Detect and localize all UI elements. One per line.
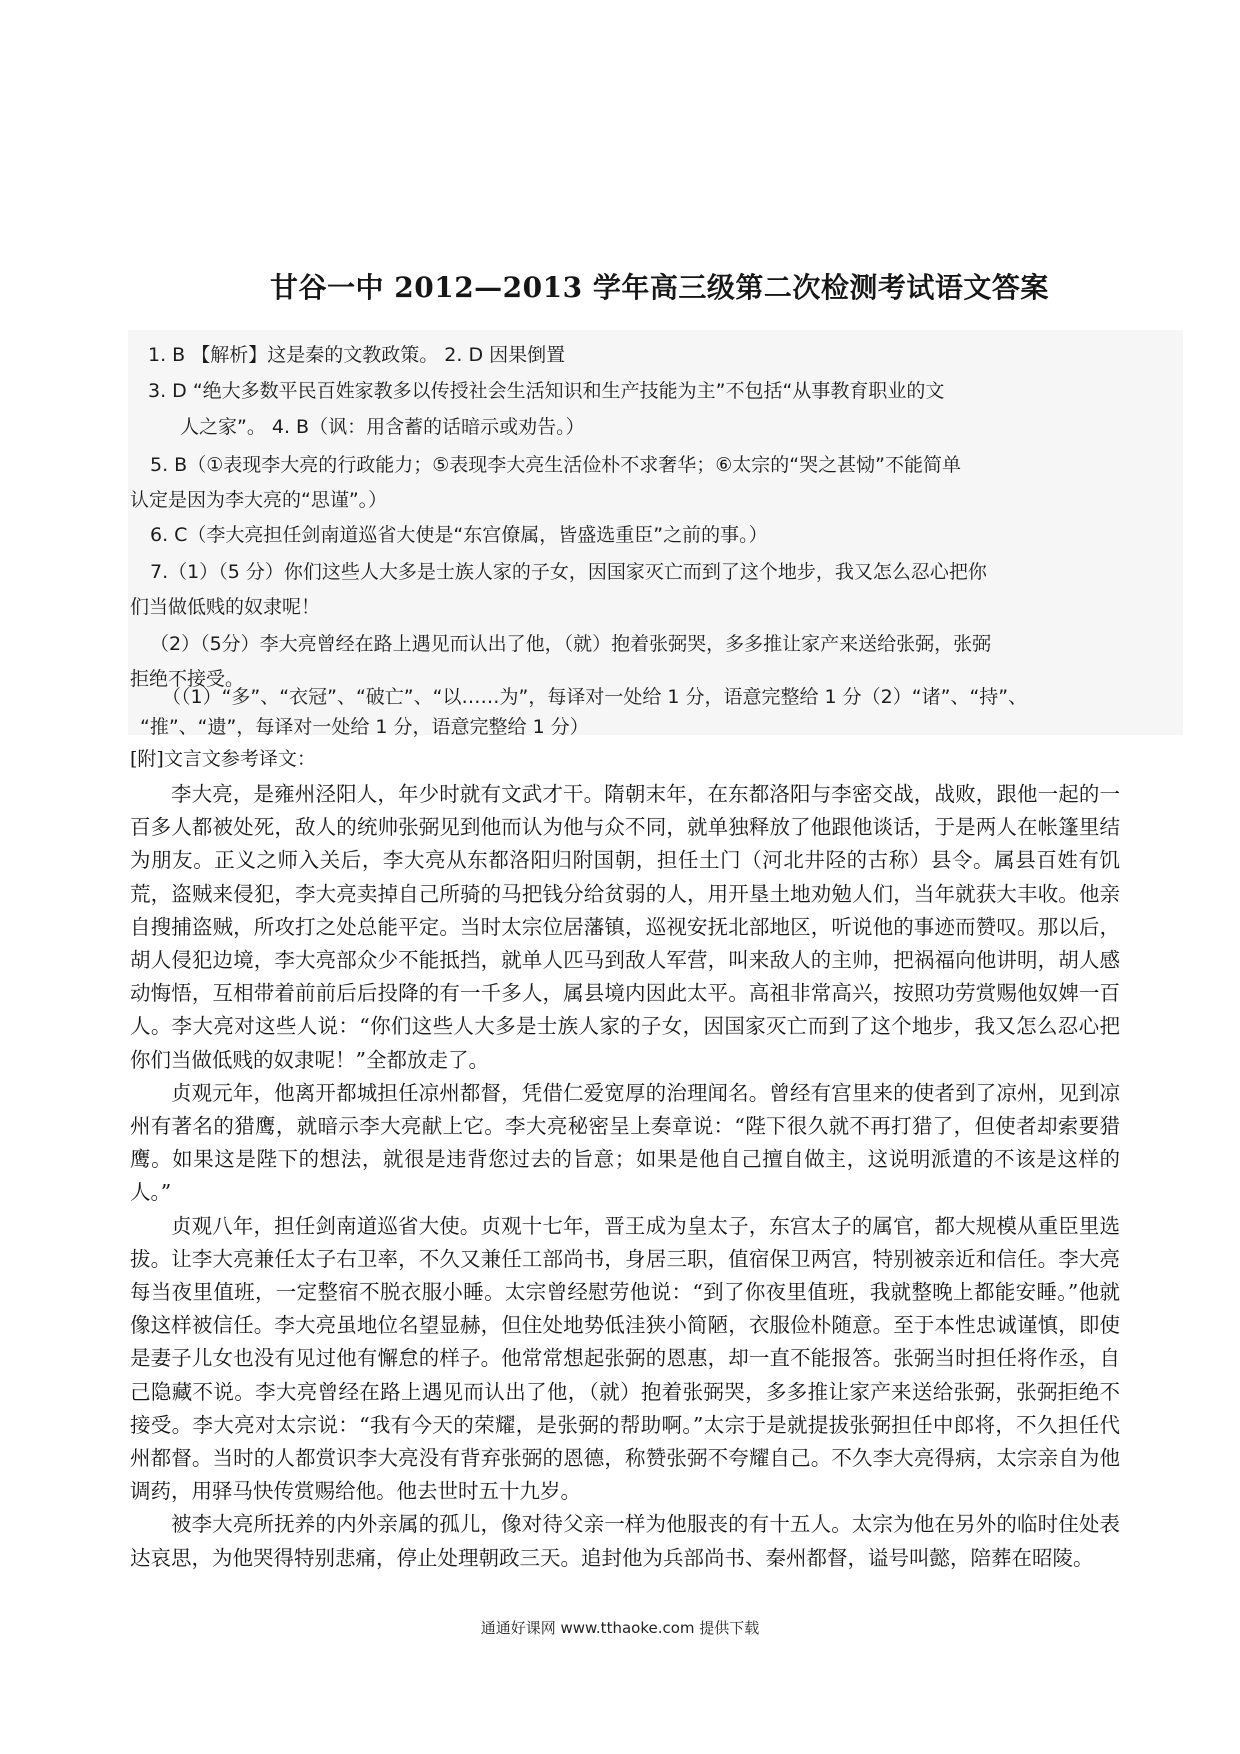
- answer-line: （（1）“多”、“衣冠”、“破亡”、“以……为”，每译对一处给 1 分，语意完整给 1 分（2）“诸”、“持”、: [162, 686, 1028, 708]
- answer-line: 们当做低贱的奴隶呢！: [130, 596, 321, 618]
- translation-paragraph: 李大亮，是雍州泾阳人，年少时就有文武才干。隋朝末年，在东都洛阳与李密交战，战败，跟他一起的一百多人都被处死，敌人的统帅张弼见到他而认为他与众不同，就单独释放了他跟他谈话，于是两人在帐篷里结为朋友。正义之师入关后，李大亮从东都洛阳归附国朝，担任土门（河北井陉的古称）县令。属县百姓有饥荒，盗贼来侵犯，李大亮卖掉自己所骑的马把钱分给贫弱的人，用开垦土地劝勉人们，当年就获大丰收。他亲自搜捕盗贼，所攻打之处总能平定。当时太宗位居藩镇，巡视安抚北部地区，听说他的事迹而赞叹。那以后，胡人侵犯边境，李大亮部众少不能抵挡，就单人匹马到敌人军营，叫来敌人的主帅，把祸福向他讲明，胡人感动悔悟，互相带着前前后后投降的有一千多人，属县境内因此太平。高祖非常高兴，按照功劳赏赐他奴婢一百人。李大亮对这些人说：“你们这些人大多是士族人家的子女，因国家灭亡而到了这个地步，我又怎么忍心把你们当做低贱的奴隶呢！”全都放走了。: [130, 782, 1120, 1072]
- answer-key-block: [128, 330, 1183, 738]
- answer-line: 拒绝不接受。: [130, 668, 245, 690]
- answer-line: 认定是因为李大亮的“思谨”。）: [130, 489, 388, 511]
- page-title: 甘谷一中 2012—2013 学年高三级第二次检测考试语文答案: [270, 271, 1049, 304]
- footer-source: 通通好课网 www.tthaoke.com 提供下载: [480, 1619, 760, 1637]
- answer-line: 5. B（①表现李大亮的行政能力；⑤表现李大亮生活俭朴不求奢华；⑥太宗的“哭之甚恸”不能简单: [150, 454, 961, 476]
- translation-paragraph: 贞观元年，他离开都城担任凉州都督，凭借仁爱宽厚的治理闻名。曾经有宫里来的使者到了凉州，见到凉州有著名的猎鹰，就暗示李大亮献上它。李大亮秘密呈上奏章说：“陛下很久就不再打猎了，但使者却索要猎鹰。如果这是陛下的想法，就很是违背您过去的旨意；如果是他自己擅自做主，这说明派遣的不该是这样的人。”: [130, 1080, 1120, 1205]
- translation-body: [130, 778, 1120, 1575]
- translation-paragraph: 被李大亮所抚养的内外亲属的孤儿，像对待父亲一样为他服丧的有十五人。太宗为他在另外的临时住处表达哀思，为他哭得特别悲痛，停止处理朝政三天。追封他为兵部尚书、秦州都督，谥号叫懿，陪葬在昭陵。: [130, 1512, 1120, 1570]
- answer-line: 3. D “绝大多数平民百姓家教多以传授社会生活知识和生产技能为主”不包括“从事教育职业的文: [148, 380, 945, 402]
- answer-line: 6. C（李大亮担任剑南道巡省大使是“东宫僚属，皆盛选重臣”之前的事。）: [150, 524, 768, 546]
- translation-paragraph: 贞观八年，担任剑南道巡省大使。贞观十七年，晋王成为皇太子，东宫太子的属官，都大规模从重臣里选拔。让李大亮兼任太子右卫率，不久又兼任工部尚书，身居三职，值宿保卫两宫，特别被亲近和信任。李大亮每当夜里值班，一定整宿不脱衣服小睡。太宗曾经慰劳他说：“到了你夜里值班，我就整晚上都能安睡。”他就像这样被信任。李大亮虽地位名望显赫，但住处地势低洼狭小简陋，衣服俭朴随意。至于本性忠诚谨慎，即使是妻子儿女也没有见过他有懈怠的样子。他常常想起张弼的恩惠，却一直不能报答。张弼当时担任将作丞，自己隐藏不说。李大亮曾经在路上遇见而认出了他，（就）抱着张弼哭，多多推让家产来送给张弼，张弼拒绝不接受。李大亮对太宗说：“我有今天的荣耀，是张弼的帮助啊。”太宗于是就提拔张弼担任中郎将，不久担任代州都督。当时的人都赏识李大亮没有背弃张弼的恩德，称赞张弼不夸耀自己。不久李大亮得病，太宗亲自为他调药，用驿马快传赏赐给他。他去世时五十九岁。: [130, 1213, 1120, 1504]
- answer-line: “推”、“遗”，每译对一处给 1 分，语意完整给 1 分）: [140, 716, 589, 738]
- answer-line: 7.（1）（5 分）你们这些人大多是士族人家的子女，因国家灭亡而到了这个地步，我又怎么忍心把你: [150, 561, 987, 583]
- answer-line: （2）（5分）李大亮曾经在路上遇见而认出了他，（就）抱着张弼哭，多多推让家产来送给张弼，张弼: [150, 633, 992, 655]
- answer-line: 人之家”。 4. B（讽：用含蓄的话暗示或劝告。）: [180, 416, 585, 438]
- answer-line: 1. B 【解析】这是秦的文教政策。 2. D 因果倒置: [148, 344, 566, 366]
- appendix-heading: [附]文言文参考译文：: [130, 748, 316, 770]
